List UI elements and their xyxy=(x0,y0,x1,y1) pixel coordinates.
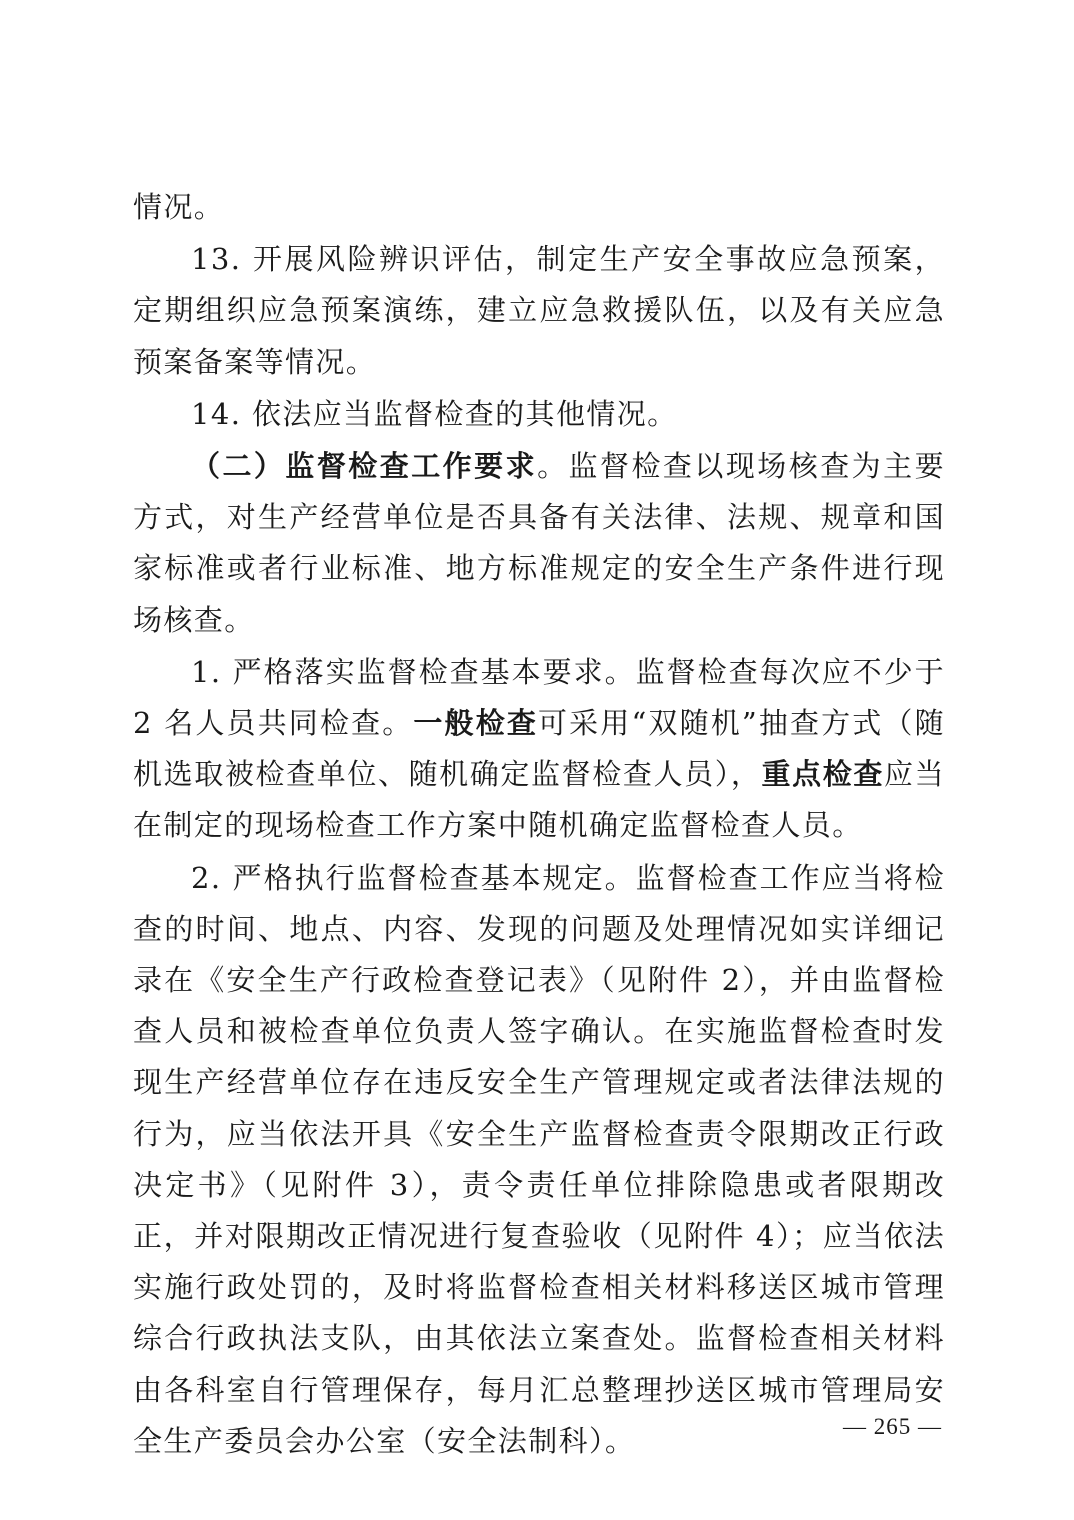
item1-text-a: 1. 严格落实监督检查基本要求。监督检查每次应不少于 2 名人员共同检查。 xyxy=(133,654,945,741)
section-heading: （二）监督检查工作要求 xyxy=(191,449,538,484)
item1-bold-key-inspection: 重点检查 xyxy=(761,757,884,792)
section-text: 。监督检查以现场核查为主要方式，对生产经营单位是否具备有关法律、法规、规章和国家标准或者行业标准、地方标准规定的安全生产条件进行现场核查。 xyxy=(133,449,946,637)
page-number: — 265 — xyxy=(843,1414,942,1439)
item1-text-b: 可采用“双随机”抽查方式（随机选取被检查单位、随机确定监督检查人员）， xyxy=(133,706,945,792)
paragraph-section-2 xyxy=(133,441,945,646)
item1-text-c: 应当在制定的现场检查工作方案中随机确定监督检查人员。 xyxy=(133,757,945,843)
paragraph-continuation: 情况。 xyxy=(133,190,225,224)
paragraph-item-13: 13. 开展风险辨识评估，制定生产安全事故应急预案，定期组织应急预案演练，建立应急救援队伍，以及有关应急预案备案等情况。 xyxy=(133,242,945,379)
paragraph-item-2: 2. 严格执行监督检查基本规定。监督检查工作应当将检查的时间、地点、内容、发现的问题及处理情况如实详细记录在《安全生产行政检查登记表》（见附件 2），并由监督检查人员和被检查单位负责人签字确认。在实施监督检查时发现生产经营单位存在违反安全生产管理规定或者法律法规的行为，应当依法开具《安全生产监督检查责令限期改正行政决定书》（见附件 3），责令责任单位排除隐患或者限期改正，并对限期改正情况进行复查验收（见附件 4）；应当依法实施行政处罚的，及时将监督检查相关材料移送区城市管理综合行政执法支队，由其依法立案查处。监督检查相关材料由各科室自行管理保存，每月汇总整理抄送区城市管理局安全生产委员会办公室（安全法制科）。 xyxy=(133,860,945,1458)
item1-bold-general-inspection: 一般检查 xyxy=(413,706,538,741)
document-body xyxy=(133,182,945,1467)
paragraph-item-1 xyxy=(133,647,945,852)
paragraph-item-14: 14. 依法应当监督检查的其他情况。 xyxy=(191,396,678,431)
